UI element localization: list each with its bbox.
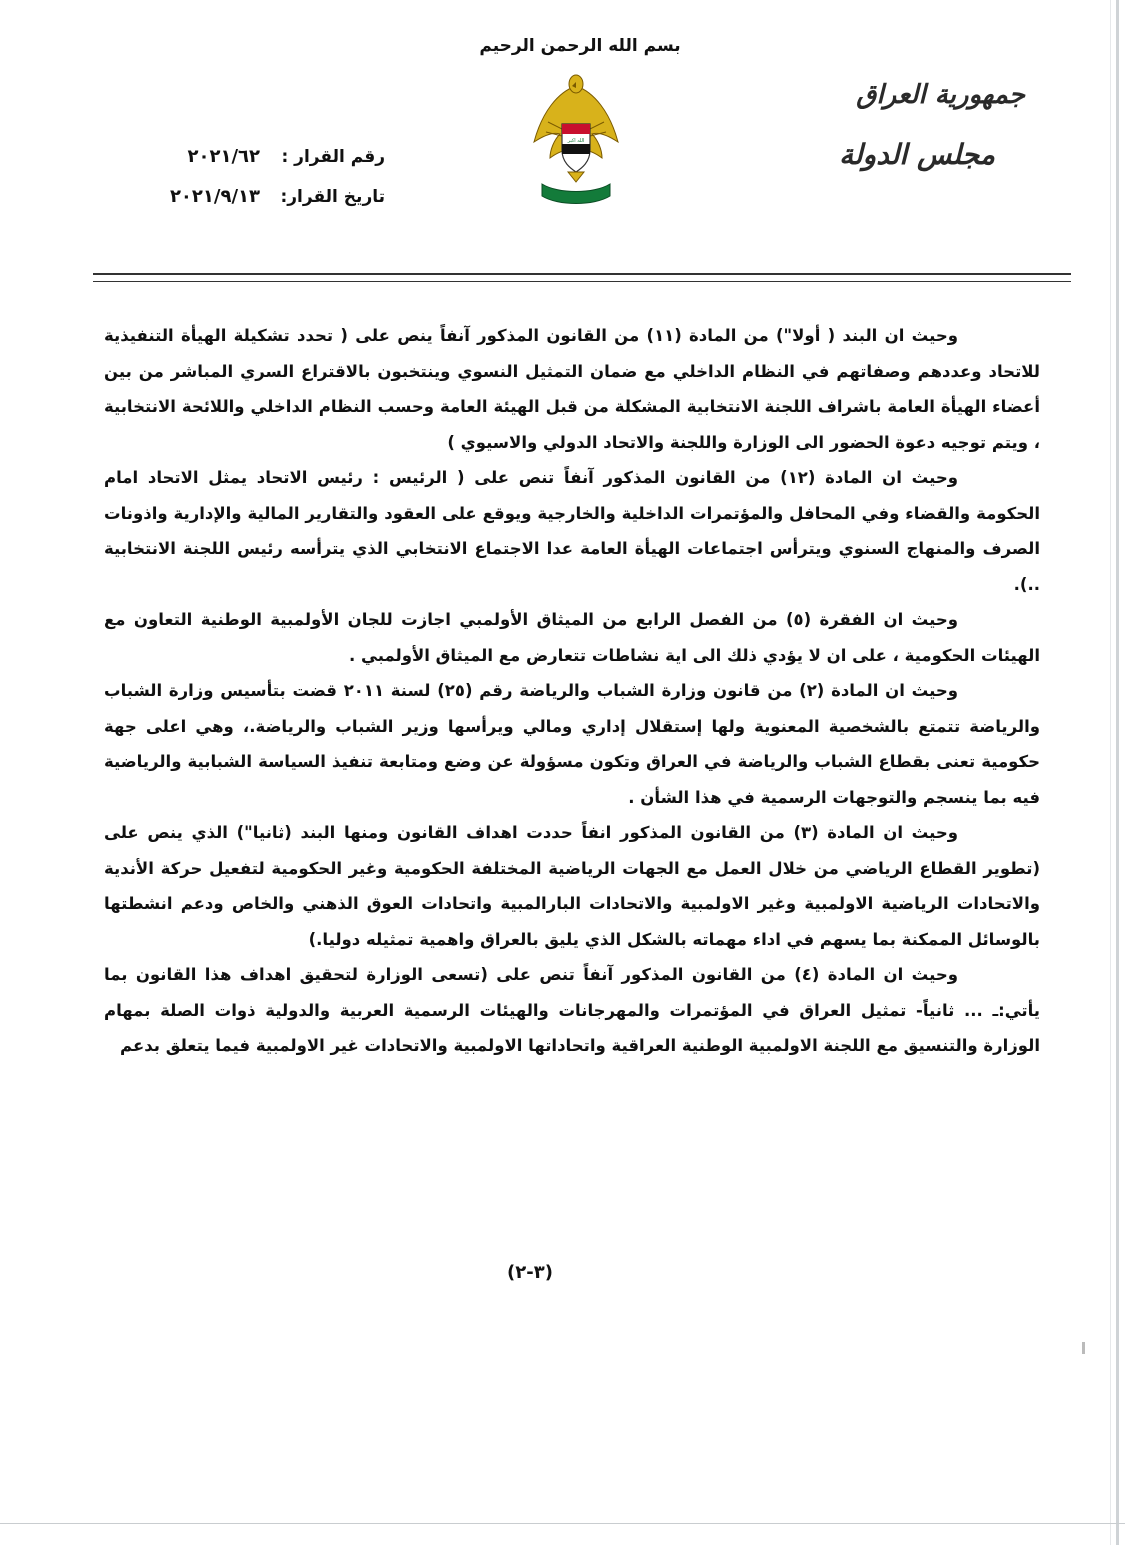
decision-number: ٢٠٢١/٦٢ <box>187 146 260 167</box>
page-edge-inner <box>1110 0 1111 1545</box>
paragraph: وحيث ان الفقرة (٥) من الفصل الرابع من الميثاق الأولمبي اجازت للجان الأولمبية الوطنية التعاون مع الهيئات الحكومية ، على ان لا يؤدي ذلك الى اية نشاطات تتعارض مع الميثاق الأولمبي . <box>104 610 1040 665</box>
page-bottom-edge <box>0 1523 1125 1524</box>
page-edge <box>1116 0 1119 1545</box>
scan-mark <box>1082 1342 1085 1354</box>
country-name: جمهورية العراق <box>856 80 1025 110</box>
decision-date-label: تاريخ القرار: <box>280 187 385 207</box>
svg-text:الله اكبر: الله اكبر <box>567 138 585 144</box>
decision-number-row <box>110 146 385 167</box>
paragraph: وحيث ان المادة (٣) من القانون المذكور انفاً حددت اهداف القانون ومنها البند (ثانيا") الذي ينص على (تطوير القطاع الرياضي من خلال العمل مع الجهات الرياضية المختلفة الحكومية وغير الحكومية لتفعيل حركة الأندية والاتحادات الرياضية الاولمبية وغير الاولمبية والاتحادات البارالمبية واتحادات العوق الذهني والخاص ودعم انشطتها بالوسائل الممكنة بما يسهم في اداء مهماته بالشكل الذي يليق بالعراق واهمية تمثيله دوليا.) <box>104 823 1040 949</box>
paragraph: وحيث ان المادة (٤) من القانون المذكور آنفاً تنص على (تسعى الوزارة لتحقيق اهداف هذا القانون بما يأتي:ـ ... ثانياً- تمثيل العراق في المؤتمرات والمهرجانات والهيئات الرسمية العربية والدولية ذوات الصلة بمهام الوزارة والتنسيق مع اللجنة الاولمبية الوطنية العراقية واتحاداتها الاولمبية والاتحادات غير الاولمبية فيما يتعلق بدعم <box>104 965 1040 1055</box>
issuer-header <box>825 80 1025 171</box>
header-divider-thin <box>93 281 1071 282</box>
paragraph: وحيث ان المادة (١٢) من القانون المذكور آنفاً تنص على ( الرئيس : رئيس الاتحاد يمثل الاتحاد امام الحكومة والقضاء وفي المحافل والمؤتمرات الداخلية والخارجية ويوقع على العقود والتقارير المالية والإدارية واذونات الصرف والمنهاج السنوي ويترأس اجتماعات الهيأة العامة عدا الاجتماع الانتخابي الذي يترأسه رئيس اللجنة الانتخابية ..). <box>104 468 1040 594</box>
basmala: بسم الله الرحمن الرحيم <box>479 36 681 56</box>
paragraph: وحيث ان البند ( أولا") من المادة (١١) من القانون المذكور آنفاً ينص على ( تحدد تشكيلة الهيأة التنفيذية للاتحاد وعددهم وصفاتهم في النظام الداخلي مع ضمان التمثيل النسوي وينتخبون بالاقتراع السري المباشر من بين أعضاء الهيأة العامة باشراف اللجنة الانتخابية المشكلة من قبل الهيئة العامة وحسب النظام الداخلي واللائحة الانتخابية ، ويتم توجيه دعوة الحضور الى الوزارة واللجنة والاتحاد الدولي والاسيوي ) <box>104 326 1040 452</box>
page-number: (٣-٢) <box>507 1262 553 1283</box>
iraq-emblem-icon <box>528 72 624 208</box>
document-body <box>104 318 1040 1064</box>
paragraph: وحيث ان المادة (٢) من قانون وزارة الشباب والرياضة رقم (٢٥) لسنة ٢٠١١ قضت بتأسيس وزارة الشباب والرياضة تتمتع بالشخصية المعنوية ولها إستقلال إداري ومالي ويرأسها وزير الشباب والرياضة.، وهي اعلى جهة حكومية تعنى بقطاع الشباب والرياضة في العراق وتكون مسؤولة عن وضع ومتابعة تنفيذ السياسة الشبابية والرياضية فيه بما ينسجم والتوجهات الرسمية في هذا الشأن . <box>104 681 1040 807</box>
decision-date: ٢٠٢١/٩/١٣ <box>169 186 260 207</box>
header-divider <box>93 273 1071 275</box>
decision-number-label: رقم القرار : <box>281 147 385 167</box>
decision-date-row <box>110 186 385 207</box>
institution-name: مجلس الدولة <box>839 138 995 171</box>
